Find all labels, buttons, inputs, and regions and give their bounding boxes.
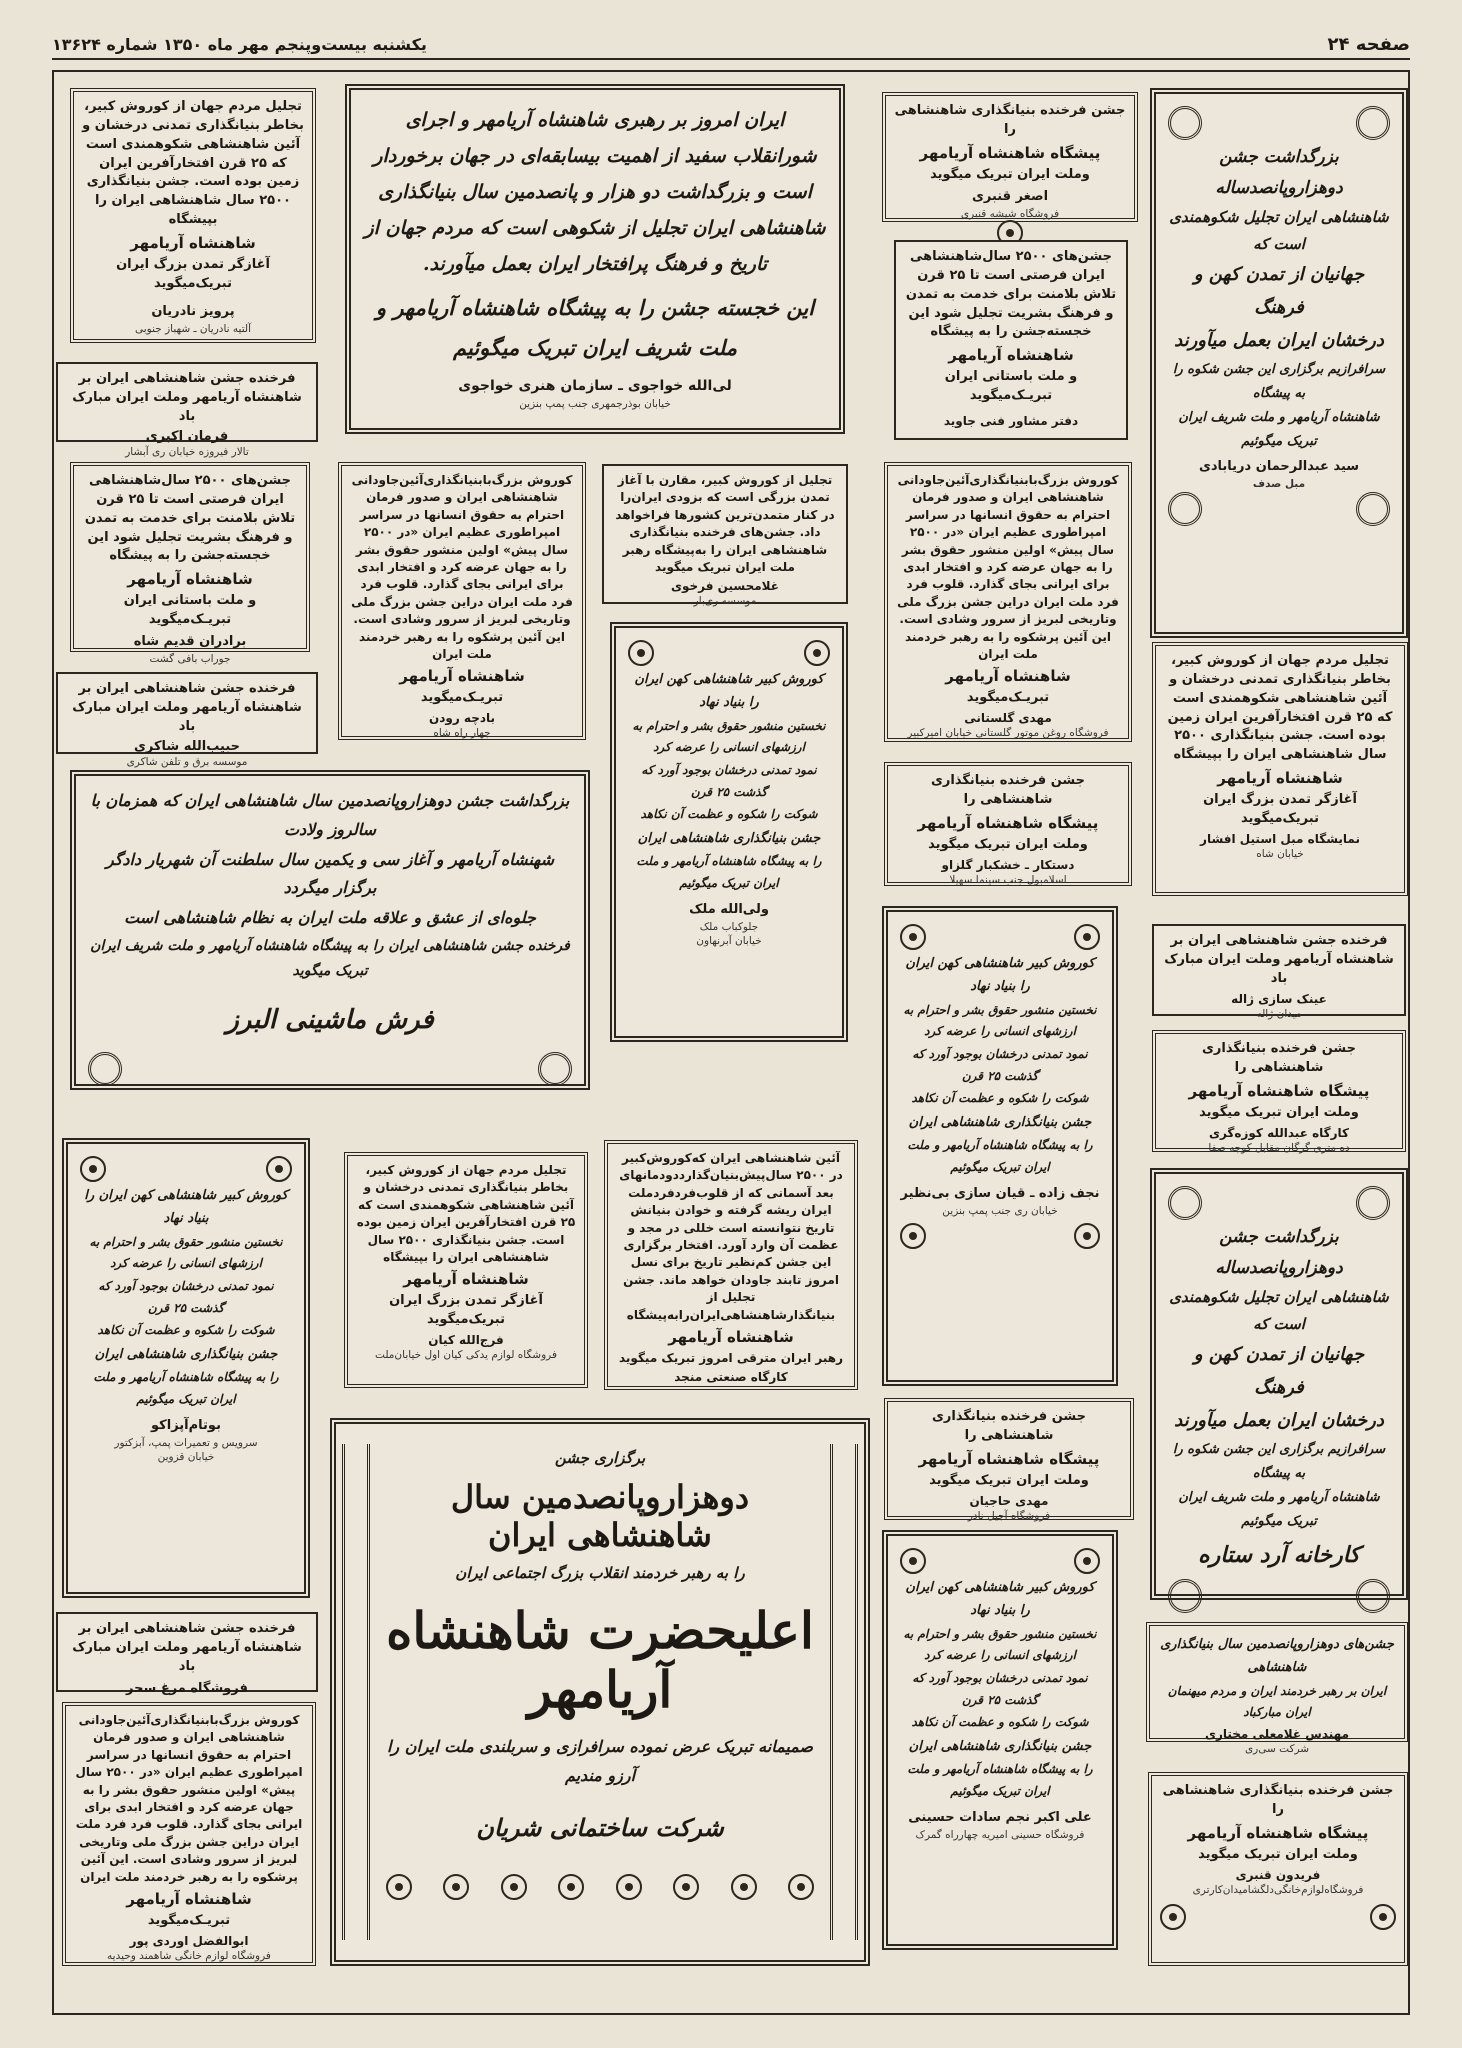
ad-signature: عینک سازی ژاله — [1231, 991, 1327, 1006]
hero-royal-title: اعلیحضرت شاهنشاه آریامهر — [386, 1601, 814, 1719]
ad-line: تبریـک‌میگوید — [147, 1912, 231, 1928]
crown-emblem-icon — [88, 1052, 122, 1086]
ad-address: میدان ژاله — [1256, 1007, 1302, 1020]
ad-address: تالار فیروزه خیابان ری آبشار — [125, 445, 249, 458]
ad-akbari — [56, 362, 318, 458]
ad-address: مبل صدف — [1252, 477, 1306, 490]
ad-signature: ولی‌الله ملک — [689, 902, 769, 918]
ad-line: رهبر ایران مترقی امروز تبریک میگوید — [618, 1350, 843, 1365]
ad-calligraphy-line: شوکت را شکوه و عظمت آن نکاهد — [911, 1715, 1089, 1730]
ad-line: و ملت باستانی ایران تبریـک‌میگوید — [944, 369, 1078, 404]
ad-title: شاهنشاه آریامهر — [130, 233, 256, 252]
crown-emblem-icon — [1356, 106, 1390, 140]
ad-signature: اصغر قنبری — [971, 188, 1049, 204]
ad-calligraphy-line: را به پیشگاه شاهنشاه آریامهر و ملت ایران تبریک میگوئیم — [907, 1762, 1093, 1798]
ad-title: شاهنشاه آریامهر — [945, 667, 1071, 686]
ad-malek — [610, 622, 848, 1042]
flower-ornament-icon — [900, 1548, 926, 1574]
ad-shakeri — [56, 672, 318, 768]
ad-setareh-flour — [1150, 1168, 1408, 1600]
flower-ornament-icon — [80, 1156, 106, 1182]
ad-address: موسسه برق و تلفن شاکری — [126, 755, 248, 768]
ad-calligraphy-line: جشن بنیانگذاری شاهنشاهی ایران — [908, 1114, 1092, 1130]
ad-calligraphy-line: نمود تمدنی درخشان بوجود آورد که گذشت ۲۵ قرن — [641, 762, 817, 799]
ad-address: فروشگاه آجیل نادر — [967, 1509, 1051, 1522]
ad-calligraphy-line: درخشان ایران بعمل میآورند — [1174, 1409, 1384, 1431]
ad-calligraphy-line: کوروش کبیر شاهنشاهی کهن ایران را بنیاد نهاد — [84, 1188, 288, 1227]
ad-khajavi — [345, 84, 845, 434]
hero-message: صمیمانه تبریک عرض نموده سرافرازی و سربلندی ملت ایران را آرزو مندیم — [386, 1737, 813, 1785]
ad-body: کوروش بزرگ‌بابنیانگذاری‌آئین‌جاودانی شاهنشاهی ایران و صدور فرمان احترام به حقوق انسانها در سراسر امپراطوری عظیم ایران «در ۲۵۰۰ سال پیش» اولین منشور حقوق بشر را به جهان عرضه کرد و افتخار ابدی برای ایرانی بجای گذارد. قلوب فرد فرد ملت ایران دراین جشن بزرگ ملی وتاریخی لبریز از سرور وشادی است. این آئین پرشکوه را به رهبر خردمند ملت ایران — [75, 1713, 303, 1884]
ad-calligraphy-line: جشن بنیانگذاری شاهنشاهی ایران — [94, 1346, 278, 1362]
ad-line: وملت ایران تبریک میگوید — [928, 836, 1088, 852]
ad-qadim-shah — [70, 462, 310, 665]
ad-signature: فرج‌الله کیان — [428, 1333, 504, 1348]
pillar-ornament — [830, 1444, 858, 1940]
ad-signature: دستکار ـ خشکبار گلزاو — [941, 857, 1075, 872]
ad-address: آلتیه نادریان ـ شهباز جنوبی — [134, 322, 252, 335]
ad-signature: بوتام‌آپزاکو — [151, 1418, 221, 1434]
flower-ornament-icon — [443, 1874, 469, 1900]
ad-line: فرخنده جشن شاهنشاهی ایران بر — [78, 371, 296, 386]
ad-signature: کارخانه آرد ستاره — [1198, 1541, 1360, 1568]
ad-calligraphy-line: جلوه‌ای از عشق و علاقه ملت ایران به نظام شاهنشاهی است — [124, 908, 536, 928]
ad-line: جشن فرخنده بنیانگذاری شاهنشاهی را — [932, 1409, 1086, 1443]
ad-calligraphy-line: شاهنشاهی ایران تجلیل شکوهمندی است که — [1169, 208, 1389, 254]
ad-line: فرخنده جشن شاهنشاهی ایران بر — [1170, 933, 1388, 948]
ad-title: شاهنشاه آریامهر — [948, 346, 1074, 365]
ad-address: جلوکباب ملک — [699, 921, 759, 934]
ad-calligraphy-line: ایران بر رهبر خردمند ایران و مردم میهنمان ایران مبارکباد — [1167, 1683, 1387, 1720]
ad-body: تجلیل از کوروش کبیر، مقارن با آغاز تمدن بزرگی است که بزودی ایران‌را در کنار متمدن‌ترین کشورها فراخواهد داد. جشن‌های فرخنده بنیانگذاری شاهنشاهی ایران را به‌پیشگاه رهبر ملت ایران تبریک میگوید — [615, 473, 835, 574]
ad-signature: کارگاه صنعتی منجد — [674, 1370, 788, 1385]
ad-title: شاهنشاه آریامهر — [127, 570, 253, 589]
ad-hosseini — [882, 1530, 1118, 1950]
ad-calligraphy-line: جهانیان از تمدن کهن و فرهنگ — [1193, 264, 1365, 318]
ad-calligraphy-line: کوروش کبیر شاهنشاهی کهن ایران را بنیاد نهاد — [905, 1580, 1095, 1619]
ad-najafzadeh — [882, 906, 1118, 1386]
ad-signature: بادچه رودن — [428, 711, 496, 726]
crown-emblem-icon — [1356, 1186, 1390, 1220]
ad-calligraphy-line: بزرگداشت جشن دوهزاروپانصدساله — [1215, 1227, 1343, 1278]
ad-signature: فرش ماشینی البرز — [226, 1005, 434, 1036]
ad-line: آغازگر تمدن بزرگ ایران تبریک‌میگوید — [1203, 792, 1357, 826]
ad-sharian-hero — [330, 1418, 870, 1966]
ad-calligraphy-line: نخستین منشور حقوق بشر و احترام به ارزشهای انسانی را عرضه کرد — [903, 1002, 1097, 1039]
ad-body: جشن‌های ۲۵۰۰ سال‌شاهنشاهی ایران فرصتی است تا ۲۵ قرن تلاش بلامنت برای خدمت به تمدن و فرهنگ بشریت تجلیل شود این خجسته‌جشن را به پیشگاه — [905, 249, 1117, 340]
ad-calligraphy-line: را به پیشگاه شاهنشاه آریامهر و ملت ایران تبریک میگوئیم — [907, 1138, 1093, 1174]
ad-signature: فریدون قنبری — [1235, 1867, 1321, 1882]
flower-ornament-icon — [628, 640, 654, 666]
ad-calligraphy-line: بزرگداشت جشن دوهزاروپانصدساله — [1215, 147, 1343, 198]
ad-signature: لی‌الله خواجوی ـ سازمان هنری خواجوی — [458, 378, 732, 395]
ad-title: پیشگاه شاهنشاه آریامهر — [917, 813, 1099, 832]
crown-emblem-icon — [1168, 1579, 1202, 1613]
flower-ornament-icon — [1074, 924, 1100, 950]
ad-title: پیشگاه شاهنشاه آریامهر — [1188, 1081, 1370, 1100]
ad-line: تبریـک‌میگوید — [966, 690, 1050, 706]
ad-line: شاهنشاه آریامهر وملت ایران مبارک باد — [1164, 951, 1394, 986]
ad-line: وملت ایران تبریک میگوید — [1199, 1104, 1359, 1120]
ad-badche-rudan — [338, 462, 586, 740]
ad-line: آغازگر تمدن بزرگ ایران تبریک‌میگوید — [389, 1293, 543, 1328]
ad-fereydoun-ghanbari — [1148, 1772, 1408, 1966]
ad-line: آغازگر تمدن بزرگ ایران تبریک‌میگوید — [116, 256, 270, 291]
ad-calligraphy-line: سرافرازیم برگزاری این جشن شکوه را به پیشگاه — [1172, 362, 1386, 401]
ad-line: وملت ایران تبریک میگوید — [1198, 1846, 1358, 1862]
crown-emblem-icon — [1356, 492, 1390, 526]
ad-ordipour — [62, 1702, 316, 1966]
ad-calligraphy-line: شهنشاه آریامهر و آغاز سی و یکمین سال سلطنت آن شهریار دادگر برگزار میگردد — [105, 849, 555, 898]
ad-address: فروشگاه لوازم یدکی کیان اول خیابان‌ملت — [375, 1349, 557, 1362]
ad-address: خیابان قزوین — [157, 1451, 215, 1464]
ad-title: پیشگاه شاهنشاه آریامهر — [1187, 1823, 1369, 1842]
ad-cyrus-naderian — [70, 88, 316, 343]
ad-line: جشن فرخنده بنیانگذاری شاهنشاهی را — [1162, 1783, 1394, 1817]
ad-address: فروشگاه‌لوازم‌خانگی‌دلگشا‌میدان‌کارتری — [1192, 1883, 1364, 1896]
flower-ornament-icon — [731, 1874, 757, 1900]
ad-signature: فروشگاه مرغ سحر — [126, 1680, 248, 1696]
ad-title: شاهنشاه آریامهر — [399, 667, 525, 686]
ad-line: شاهنشاه آریامهر وملت ایران مبارک باد — [72, 699, 302, 734]
ad-calligraphy-line: نخستین منشور حقوق بشر و احترام به ارزشهای انسانی را عرضه کرد — [632, 718, 826, 755]
ad-line: وملت ایران تبریک میگوید — [930, 166, 1090, 182]
ad-calligraphy-line: نخستین منشور حقوق بشر و احترام به ارزشهای انسانی را عرضه کرد — [903, 1626, 1097, 1663]
crown-emblem-icon — [1356, 1579, 1390, 1613]
ad-daryabadi — [1150, 88, 1408, 638]
ad-calligraphy-line: جشن بنیانگذاری شاهنشاهی ایران — [637, 830, 821, 846]
ad-signature: علی اکبر نجم سادات حسینی — [908, 1810, 1092, 1826]
flower-ornament-icon — [788, 1874, 814, 1900]
ad-title: شاهنشاه آریامهر — [403, 1270, 529, 1289]
flower-ornament-icon — [558, 1874, 584, 1900]
ad-kian — [344, 1152, 588, 1388]
ad-signature: غلامحسین فرخوی — [671, 579, 779, 594]
flower-ornament-icon — [266, 1156, 292, 1182]
pillar-ornament — [342, 1444, 370, 1940]
ad-calligraphy-line: شاهنشاه آریامهر و ملت شریف ایران تبریک میگوئیم — [1178, 1490, 1380, 1529]
ad-address: ده متری گرگان مقابل کوچه صفا — [1208, 1141, 1350, 1154]
flower-ornament-icon — [1074, 1223, 1100, 1249]
ad-body: تجلیل مردم جهان از کوروش کبیر، بخاطر بنیانگذاری تمدنی درخشان و آئین شاهنشاهی شکوهمندی است که ۲۵ قرن افتخارآفرین ایران زمین بوده است. جشن بنیانگذاری ۲۵۰۰ سال شاهنشاهی ایران را بپیشگاه — [1167, 653, 1393, 763]
ad-line: جشن فرخنده بنیانگذاری شاهنشاهی را — [1202, 1041, 1356, 1075]
ad-farrokhi — [602, 464, 848, 608]
ad-address: شرکت سی‌ری — [1244, 1742, 1310, 1755]
ad-line: تبریـک‌میگوید — [420, 690, 504, 706]
ad-address: سرویس و تعمیرات پمپ، آبزکتور — [114, 1437, 258, 1450]
ad-calligraphy-line: فرخنده جشن شاهنشاهی ایران را به پیشگاه شاهنشاه آریامهر و ملت شریف ایران تبریک میگوید — [90, 937, 570, 980]
ad-kuzegari — [1152, 1030, 1406, 1152]
crown-emblem-icon — [1168, 106, 1202, 140]
ad-address: موسسه ری‌بار — [693, 595, 757, 608]
ad-line: شاهنشاه آریامهر وملت ایران مبارک باد — [72, 1639, 302, 1674]
issue-date: یکشنبه بیست‌وپنجم مهر ماه ۱۳۵۰ شماره ۱۳۶۲۴ — [52, 34, 427, 54]
ad-title: پیشگاه شاهنشاه آریامهر — [919, 143, 1101, 162]
ad-calligraphy-line: را به پیشگاه شاهنشاه آریامهر و ملت ایران تبریک میگوئیم — [636, 854, 822, 890]
ad-title: شاهنشاه آریامهر — [126, 1889, 252, 1908]
ad-calligraphy-line: کوروش کبیر شاهنشاهی کهن ایران را بنیاد نهاد — [905, 956, 1095, 995]
ad-calligraphy-line: نمود تمدنی درخشان بوجود آورد که گذشت ۲۵ قرن — [912, 1670, 1088, 1707]
flower-ornament-icon — [804, 640, 830, 666]
flower-ornament-icon — [900, 1223, 926, 1249]
flower-ornament-icon — [1370, 1904, 1396, 1930]
ad-calligraphy-line: کوروش کبیر شاهنشاهی کهن ایران را بنیاد نهاد — [634, 672, 824, 711]
ad-signature: نمایشگاه مبل استیل افشار — [1200, 831, 1360, 846]
flower-ornament-icon — [1160, 1904, 1186, 1930]
ad-javid — [894, 240, 1128, 440]
flower-ornament-icon — [1074, 1548, 1100, 1574]
page-header — [52, 30, 1410, 60]
ad-address: فروشگاه لوازم خانگی شاهمند وحیدیه — [107, 1949, 271, 1962]
flower-ornament-icon — [900, 924, 926, 950]
ad-address: خیابان بوذرجمهری جنب پمپ بنزین — [519, 398, 671, 411]
ad-body: جشن‌های ۲۵۰۰ سال‌شاهنشاهی ایران فرصتی است تا ۲۵ قرن تلاش بلامنت برای خدمت به تمدن و فرهنگ بشریت تجلیل شود این خجسته‌جشن را به پیشگاه — [84, 473, 296, 564]
ad-afshar — [1152, 642, 1408, 896]
ad-signature: کارگاه عبدالله کوزه‌گری — [1208, 1125, 1350, 1140]
flower-ornament-icon — [673, 1874, 699, 1900]
ad-signature: مهدی گلستانی — [964, 711, 1052, 726]
ad-line: جشن فرخنده بنیانگذاری شاهنشاهی را — [894, 103, 1126, 137]
ad-alborz-carpet — [70, 770, 590, 1090]
ad-title: پیشگاه شاهنشاه آریامهر — [918, 1449, 1100, 1468]
ad-calligraphy-line: درخشان ایران بعمل میآورند — [1174, 329, 1384, 351]
crown-emblem-icon — [538, 1052, 572, 1086]
ad-title: شاهنشاه آریامهر — [668, 1327, 794, 1346]
ad-address: فروشگاه شیشه قنبری — [960, 207, 1060, 220]
ad-address: فروشگاه حسینی امیریه چهارراه گمرک — [915, 1829, 1085, 1842]
ad-bootam — [62, 1138, 310, 1598]
ad-morgh-sahar — [56, 1612, 318, 1696]
ad-line: و ملت باستانی ایران تبریـک‌میگوید — [123, 593, 257, 628]
page-number: صفحه ۲۴ — [1327, 33, 1410, 55]
ad-body: آئین شاهنشاهی ایران که‌کوروش‌کبیر در ۲۵۰۰ سال‌پیش‌بنیان‌گذارد‌دودمانهای بعد آسمانی که از قلوب‌فرد‌فرد‌ملت ایران ریشه گرفته و خوادن بنیانش تاریخ نتوانسته است خللی در مجد و عظمت آن وارد آورد. افتخار برگزاری این جشن کم‌نظیر تاریخ برای نسل امروز تابند جاودان خواهد ماند. جشن تجلیل از بنیانگذارشاهنشاهی‌ایران‌را‌به‌پیشگاه — [619, 1151, 843, 1322]
ad-calligraphy-line: جهانیان از تمدن کهن و فرهنگ — [1193, 1344, 1365, 1398]
ad-address: خیابان شاه — [1256, 847, 1304, 860]
ad-hajian — [884, 1398, 1134, 1520]
ad-calligraphy-line: جشن‌های دوهزاروپانصدمین سال بنیانگذاری شاهنشاهی — [1160, 1637, 1394, 1676]
ad-ghanbari — [882, 92, 1138, 222]
ad-calligraphy-line: شاهنشاه آریامهر و ملت شریف ایران تبریک میگوئیم — [1178, 410, 1380, 449]
hero-heading: دوهزاروپانصدمین سال شاهنشاهی ایران — [450, 1478, 750, 1554]
ad-signature: سید عبدالرحمان دریابادی — [1198, 458, 1360, 474]
flower-ornament-icon — [616, 1874, 642, 1900]
ad-address: خیابان ری جنب پمپ بنزین — [942, 1205, 1058, 1218]
ad-title: شاهنشاه آریامهر — [1217, 769, 1343, 788]
ad-line: شاهنشاه آریامهر وملت ایران مبارک باد — [72, 389, 302, 424]
ad-address: اسلامبول جنب سینما سهیلا — [949, 873, 1067, 886]
flower-ornament-icon — [386, 1874, 412, 1900]
ad-signature: دفتر مشاور فنی جاوید — [943, 413, 1079, 428]
ad-mokhtari — [1146, 1622, 1408, 1755]
ad-address: خیابان آبرنهاون — [696, 935, 762, 948]
ad-body: کوروش بزرگ‌بابنیانگذاری‌آئین‌جاودانی شاهنشاهی ایران و صدور فرمان احترام به حقوق انسانها در سراسر امپراطوری عظیم ایران «در ۲۵۰۰ سال پیش» اولین منشور حقوق بشر را به جهان عرضه کرد و افتخار ابدی برای ایرانی بجای گذارد. قلوب فرد فرد ملت ایران دراین جشن بزرگ ملی وتاریخی لبریز از سرور وشادی است. این آئین پرشکوه را به رهبر خردمند ملت ایران — [351, 473, 573, 661]
ad-body: کوروش بزرگ‌بابنیانگذاری‌آئین‌جاودانی شاهنشاهی ایران و صدور فرمان احترام به حقوق انسانها در سراسر امپراطوری عظیم ایران «در ۲۵۰۰ سال پیش» اولین منشور حقوق بشر را به جهان عرضه کرد و افتخار ابدی برای ایرانی بجای گذارد. قلوب فرد فرد ملت ایران دراین جشن بزرگ ملی وتاریخی لبریز از سرور وشادی است. این آئین پرشکوه را به رهبر خردمند ملت ایران — [897, 473, 1119, 661]
crown-emblem-icon — [1168, 492, 1202, 526]
ad-calligraphy-line: نمود تمدنی درخشان بوجود آورد که گذشت ۲۵ قرن — [912, 1046, 1088, 1083]
ad-calligraphy-line: جشن بنیانگذاری شاهنشاهی ایران — [908, 1738, 1092, 1754]
flower-ornament-icon — [501, 1874, 527, 1900]
ad-signature: نجف زاده ـ قیان سازی بی‌نظیر — [900, 1186, 1100, 1202]
ad-address: چهار راه شاه — [433, 727, 491, 740]
ad-signature: حبیب‌الله شاکری — [133, 738, 241, 754]
ad-calligraphy-line: نخستین منشور حقوق بشر و احترام به ارزشهای انسانی را عرضه کرد — [89, 1234, 283, 1271]
ad-signature: پرویز نادریان — [151, 303, 235, 319]
ad-signature: برادران قدیم شاه — [133, 633, 247, 649]
ad-calligraphy-line: نمود تمدنی درخشان بوجود آورد که گذشت ۲۵ قرن — [98, 1278, 274, 1315]
ad-calligraphy-closing: این خجسته جشن را به پیشگاه شاهنشاه آریامهر و ملت شریف ایران تبریک میگوئیم — [375, 295, 815, 361]
ad-line: جشن فرخنده بنیانگذاری شاهنشاهی را — [931, 773, 1085, 807]
ad-golestani — [884, 462, 1132, 742]
ad-address: فروشگاه روغن موتور گلستانی خیابان امیرکبیر — [907, 727, 1109, 740]
ad-signature: ابوالفضل اوردی پور — [129, 1933, 249, 1948]
ad-golzar — [884, 762, 1132, 886]
ad-signature: مهدی حاجیان — [969, 1493, 1049, 1508]
ad-address: جوراب بافی گشت — [149, 652, 231, 665]
crown-emblem-icon — [1168, 1186, 1202, 1220]
ad-calligraphy-line: شاهنشاهی ایران تجلیل شکوهمندی است که — [1169, 1288, 1389, 1334]
ad-zhaleh — [1152, 924, 1406, 1020]
ad-calligraphy-line: سرافرازیم برگزاری این جشن شکوه را به پیشگاه — [1172, 1442, 1386, 1481]
hero-subline: را به رهبر خردمند انقلاب بزرگ اجتماعی ایران — [455, 1564, 745, 1582]
ad-line: فرخنده جشن شاهنشاهی ایران بر — [78, 681, 296, 696]
ad-calligraphy-line: را به پیشگاه شاهنشاه آریامهر و ملت ایران تبریک میگوئیم — [93, 1370, 279, 1406]
ad-signature: مهندس غلامعلی مختاری — [1204, 1726, 1350, 1741]
ad-monajjed — [604, 1140, 858, 1390]
hero-pre-title: برگزاری جشن — [554, 1449, 646, 1467]
ad-line: وملت ایران تبریک میگوید — [929, 1472, 1089, 1488]
ad-body: تجلیل مردم جهان از کوروش کبیر، بخاطر بنیانگذاری تمدنی درخشان و آئین شاهنشاهی شکوهمندی است که ۲۵ قرن افتخارآفرین ایران زمین بوده است. جشن بنیانگذاری ۲۵۰۰ سال شاهنشاهی ایران را بپیشگاه — [356, 1163, 576, 1264]
ad-signature: شرکت ساختمانی شریان — [476, 1812, 724, 1842]
ad-calligraphy-body: ایران امروز بر رهبری شاهنشاه آریامهر و اجرای شورانقلاب سفید از اهمیت بیسابقه‌ای در جهان برخوردار است و بزرگداشت دو هزار و پانصدمین سال بنیانگذاری شاهنشاهی ایران تجلیل از شکوهی است که مردم جهان از تاریخ و فرهنگ پرافتخار ایران بعمل میآورند. — [364, 109, 826, 276]
ad-body: تجلیل مردم جهان از کوروش کبیر، بخاطر بنیانگذاری تمدنی درخشان و آئین شاهنشاهی شکوهمندی است که ۲۵ قرن افتخارآفرین ایران زمین بوده است. جشن بنیانگذاری ۲۵۰۰ سال شاهنشاهی ایران را بپیشگاه — [82, 99, 304, 228]
ad-line: فرخنده جشن شاهنشاهی ایران بر — [78, 1621, 296, 1636]
ad-calligraphy-line: شوکت را شکوه و عظمت آن نکاهد — [911, 1091, 1089, 1106]
ad-calligraphy-line: شوکت را شکوه و عظمت آن نکاهد — [97, 1323, 275, 1338]
ad-calligraphy-line: شوکت را شکوه و عظمت آن نکاهد — [640, 807, 818, 822]
ad-calligraphy-line: بزرگداشت جشن دوهزاروپانصدمین سال شاهنشاهی ایران که همزمان با سالروز ولادت — [90, 791, 570, 839]
ad-signature: فرمان اکبری — [145, 428, 229, 444]
